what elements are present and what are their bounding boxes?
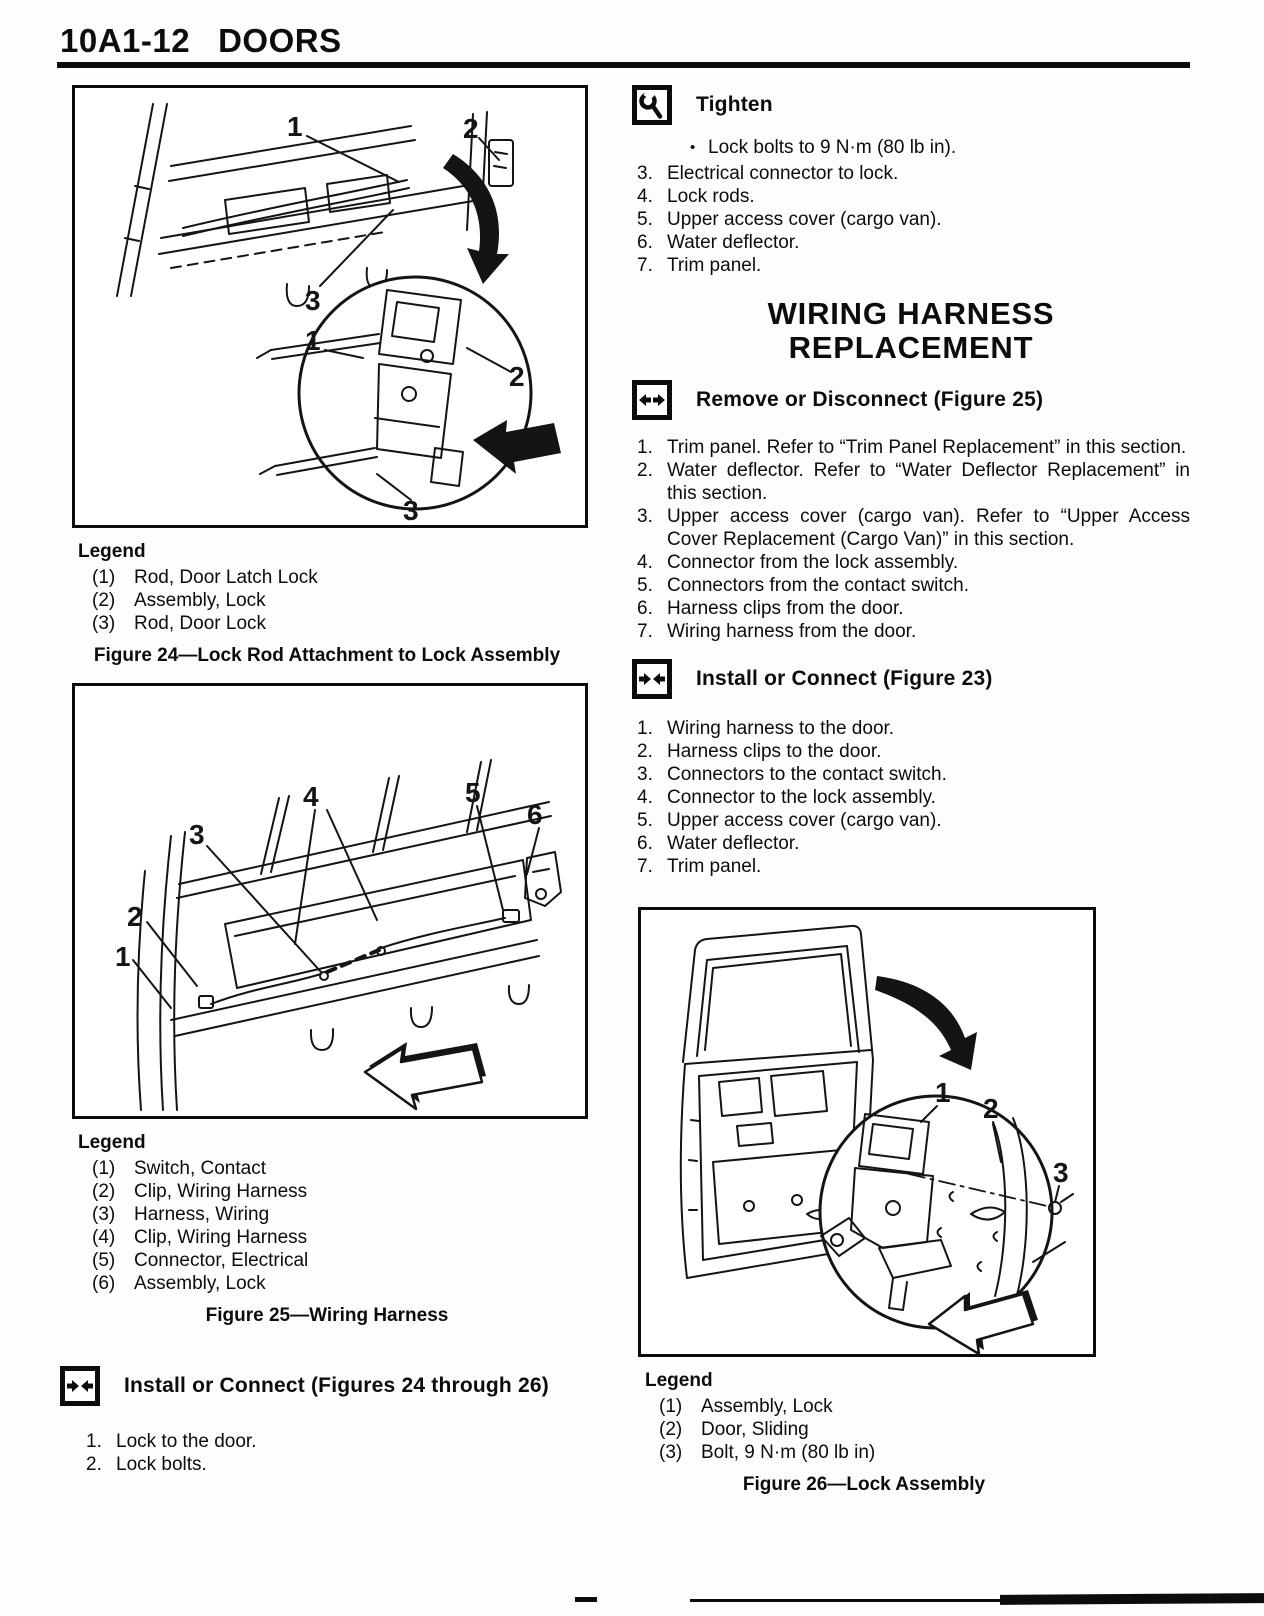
left-column xyxy=(60,80,612,1476)
callout-3: 3 xyxy=(305,285,321,316)
list-item: 5. Connectors from the contact switch. xyxy=(637,575,970,596)
figure-26-illustration xyxy=(641,910,1093,1354)
callout-2: 2 xyxy=(127,901,143,932)
install-connect-icon xyxy=(632,659,672,699)
list-item: 4. Lock rods. xyxy=(637,186,755,207)
remove-disconnect-icon xyxy=(632,380,672,420)
direction-arrow xyxy=(365,1048,482,1109)
figure-25-legend xyxy=(78,1131,612,1295)
legend-item: (2) Assembly, Lock xyxy=(92,590,266,611)
callout-6: 6 xyxy=(527,799,543,830)
install-connect-icon xyxy=(60,1366,100,1406)
callout-2: 2 xyxy=(463,113,479,144)
legend-title: Legend xyxy=(645,1370,713,1391)
remove-disconnect-list xyxy=(637,436,1190,643)
list-item: 3. Connectors to the contact switch. xyxy=(637,764,947,785)
right-column xyxy=(632,80,1190,1496)
page-header xyxy=(60,22,342,60)
list-item: 5. Upper access cover (cargo van). xyxy=(637,209,942,230)
page-title: DOORS xyxy=(218,22,342,59)
legend-item: (1) Rod, Door Latch Lock xyxy=(92,567,318,588)
legend-item: (5) Connector, Electrical xyxy=(92,1250,309,1271)
detail-callout-2: 2 xyxy=(509,361,525,392)
list-item: 3. Electrical connector to lock. xyxy=(637,163,899,184)
scan-artifact xyxy=(575,1597,597,1602)
figure-25-box xyxy=(72,683,588,1119)
header-rule xyxy=(57,62,1190,68)
list-item: 1. Wiring harness to the door. xyxy=(637,718,895,739)
bullet-marker: • xyxy=(690,139,696,156)
remove-disconnect-heading-row xyxy=(632,380,1190,420)
section-heading-line2: REPLACEMENT xyxy=(788,330,1034,365)
figure-26-box xyxy=(638,907,1096,1357)
install-connect23-heading-row xyxy=(632,659,1190,699)
callout-1: 1 xyxy=(115,941,131,972)
legend-item: (6) Assembly, Lock xyxy=(92,1273,266,1294)
list-item: 7. Trim panel. xyxy=(637,856,762,877)
list-item: 3. Upper access cover (cargo van). Refer to “Upper Access Cover Replacement (Cargo Van)” in this section. xyxy=(637,506,1190,550)
callout-5: 5 xyxy=(465,777,481,808)
list-item: 2. Harness clips to the door. xyxy=(637,741,882,762)
list-item: 6. Water deflector. xyxy=(637,833,800,854)
callout-3: 3 xyxy=(189,819,205,850)
callout-4: 4 xyxy=(303,781,319,812)
legend-item: (2) Door, Sliding xyxy=(659,1419,809,1440)
callout-1: 1 xyxy=(935,1077,951,1108)
list-item: 7. Trim panel. xyxy=(637,255,762,276)
legend-item: (1) Assembly, Lock xyxy=(659,1396,833,1417)
figure-24-caption: Figure 24—Lock Rod Attachment to Lock Assembly xyxy=(93,645,561,666)
figure-24-box xyxy=(72,85,588,528)
install-connect23-heading: Install or Connect (Figure 23) xyxy=(696,667,993,690)
list-item: 2. Lock bolts. xyxy=(86,1454,207,1475)
legend-item: (1) Switch, Contact xyxy=(92,1158,266,1179)
list-item: 1. Trim panel. Refer to “Trim Panel Replacement” in this section. xyxy=(637,437,1187,458)
install-connect-heading: Install or Connect (Figures 24 through 26) xyxy=(124,1374,549,1397)
figure-25-caption: Figure 25—Wiring Harness xyxy=(205,1305,449,1326)
detail-callout-1: 1 xyxy=(305,325,321,356)
callout-3: 3 xyxy=(1053,1157,1069,1188)
list-item: 1. Lock to the door. xyxy=(86,1431,257,1452)
scan-artifact xyxy=(1000,1593,1264,1605)
legend-item: (3) Bolt, 9 N·m (80 lb in) xyxy=(659,1442,876,1463)
legend-title: Legend xyxy=(78,541,146,562)
tighten-bullet-item: • Lock bolts to 9 N·m (80 lb in). xyxy=(690,137,957,158)
legend-item: (4) Clip, Wiring Harness xyxy=(92,1227,308,1248)
tighten-list xyxy=(637,162,1190,277)
figure-26-caption: Figure 26—Lock Assembly xyxy=(742,1474,986,1495)
list-item: 6. Water deflector. xyxy=(637,232,800,253)
legend-item: (3) Harness, Wiring xyxy=(92,1204,270,1225)
callout-1: 1 xyxy=(287,111,303,142)
curved-arrow xyxy=(443,154,509,284)
list-item: 6. Harness clips from the door. xyxy=(637,598,904,619)
legend-item: (3) Rod, Door Lock xyxy=(92,613,267,634)
list-item: 4. Connector from the lock assembly. xyxy=(637,552,959,573)
figure-24-legend xyxy=(78,540,612,635)
detail-callout-3: 3 xyxy=(403,495,419,525)
figure-26-legend xyxy=(645,1369,1190,1464)
remove-disconnect-heading: Remove or Disconnect (Figure 25) xyxy=(696,388,1044,411)
list-item: 5. Upper access cover (cargo van). xyxy=(637,810,942,831)
install-connect-list xyxy=(86,1430,612,1476)
curved-arrow xyxy=(875,976,977,1070)
scan-artifact xyxy=(690,1599,1020,1602)
list-item: 7. Wiring harness from the door. xyxy=(637,621,917,642)
section-heading-line1: WIRING HARNESS xyxy=(767,296,1055,331)
figure-25-illustration xyxy=(75,686,585,1116)
tighten-wrench-icon xyxy=(632,85,672,125)
legend-title: Legend xyxy=(78,1132,146,1153)
install-connect23-list xyxy=(637,717,1190,878)
list-item: 4. Connector to the lock assembly. xyxy=(637,787,936,808)
tighten-heading: Tighten xyxy=(696,93,773,116)
list-item: 2. Water deflector. Refer to “Water Deflector Replacement” in this section. xyxy=(637,460,1190,504)
section-code: 10A1-12 xyxy=(60,22,191,59)
tighten-heading-row xyxy=(632,85,1190,125)
install-connect-heading-row xyxy=(60,1366,612,1406)
section-heading xyxy=(632,297,1190,365)
callout-2: 2 xyxy=(983,1093,999,1124)
figure-24-illustration xyxy=(75,88,585,525)
legend-item: (2) Clip, Wiring Harness xyxy=(92,1181,308,1202)
